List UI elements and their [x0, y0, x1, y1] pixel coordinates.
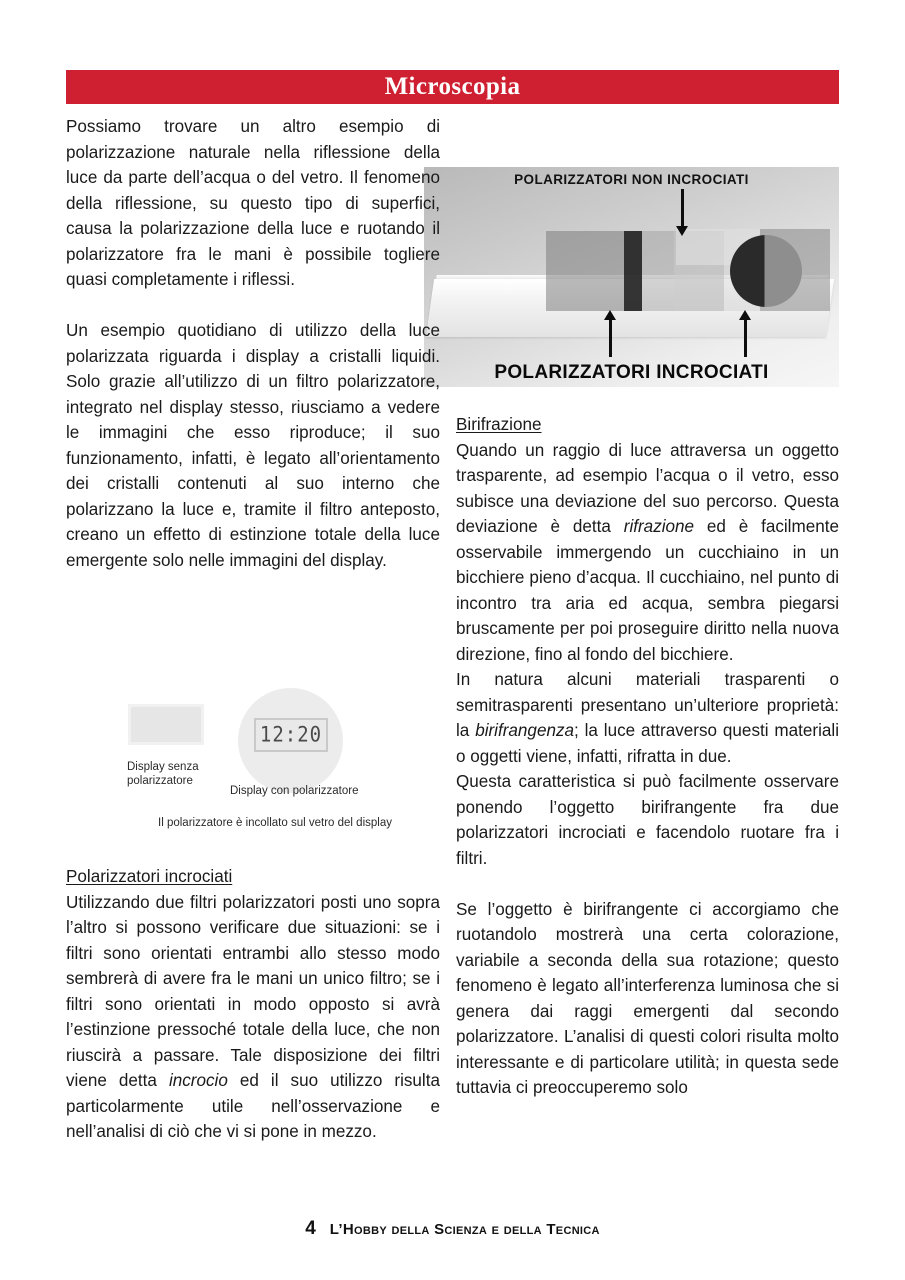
paragraph-crossed-polarizers [66, 890, 440, 1145]
caption-display-without-polarizer: Display senza polarizzatore [127, 761, 199, 787]
display-with-polarizer [238, 688, 343, 793]
publication-name: L’Hobby della Scienza e della Tecnica [329, 1221, 600, 1238]
term-rifrazione: rifrazione [623, 517, 695, 536]
text-part-b: ed è facilmente osservabile immergendo un cucchiaino in un bicchiere pieno d’acqua. Il cucchiaino, nel punto di incontro tra aria ed acqua, sembra piegarsi bruscamente per poi proseguire diritto nella nuova direzione, fino al fondo del bicchiere. [456, 517, 839, 664]
left-column [66, 114, 440, 573]
lcd-digits: 12:20 [259, 722, 323, 748]
page-number: 4 [305, 1218, 316, 1239]
text-part-b: ed il suo utilizzo risulta particolarmente utile nell’osservazione e nell’analisi di ciò che vi si pone in mezzo. [66, 1071, 440, 1141]
term-incrocio: incrocio [168, 1071, 228, 1090]
heading-birifrazione: Birifrazione [456, 415, 542, 434]
right-column [456, 412, 839, 1101]
caption-display-with-polarizer: Display con polarizzatore [230, 785, 359, 797]
left-column-lower [66, 864, 440, 1145]
arrow-up-icon-2 [744, 319, 747, 357]
page-title: Microscopia [384, 73, 521, 100]
heading-polarizzatori-incrociati: Polarizzatori incrociati [66, 867, 233, 886]
polarizer-film-left [546, 231, 624, 311]
arrow-up-icon-1 [609, 319, 612, 357]
polarizer-photo [424, 167, 839, 387]
text-part-b: ; la luce attraverso questi materiali o oggetti viene, infatti, rifratta in due. [456, 721, 839, 766]
paragraph-coloration: Se l’oggetto è birifrangente ci accorgiamo che ruotandolo mostrerà una certa colorazione, variabile a seconda della sua rotazione; questo fenomeno è legato all’interferenza luminosa che si genera dai raggi emergenti dal secondo polarizzatore. L’analisi di questi colori risulta molto interessante e di particolare utilità; in questa sede tuttavia ci preoccuperemo solo [456, 899, 839, 1097]
page-footer [66, 1218, 839, 1240]
paragraph-lcd: Un esempio quotidiano di utilizzo della luce polarizzata riguarda i display a cristalli liquidi. Solo grazie all’utilizzo di un filtro polarizzatore, integrato nel display stesso, riusciamo a vedere le immagini che esso riproduce; il suo funzionamento, infatti, è legato all’orientamento dei cristalli contenuti al suo interno che polarizzano la luce e, tramite il filtro anteposto, creano un effetto di estinzione totale della luce emergente solo nelle immagini del display. [66, 321, 440, 570]
paragraph-birefringence [456, 667, 839, 769]
paragraph-observation: Questa caratteristica si può facilmente osservare ponendo l’oggetto birifrangente fra due polarizzatori incrociati e facendolo ruotare fra i filtri. [456, 772, 839, 868]
text-part-a: Utilizzando due filtri polarizzatori posti uno sopra l’altro si possono verificare due situazioni: se i filtri sono orientati entrambi allo stesso modo sembrerà di avere fra le mani un unico filtro; se i filtri sono orientati in modo opposto si avrà l’estinzione pressoché totale della luce, che non riuscirà a passare. Tale disposizione dei filtri viene detta [66, 892, 440, 1090]
birefringent-disc [730, 235, 802, 307]
term-birifrangenza: birifrangenza [475, 721, 575, 740]
caption-figure-note: Il polarizzatore è incollato sul vetro del display [158, 817, 392, 829]
photo-label-bottom: POLARIZZATORI INCROCIATI [494, 362, 769, 383]
lcd-display-figure [110, 688, 440, 836]
arrow-down-icon [681, 189, 684, 227]
paragraph-intro: Possiamo trovare un altro esempio di polarizzazione naturale nella riflessione della luce da parte dell’acqua o del vetro. Il fenomeno della riflessione, su questo tipo di superfici, causa la polarizzazione della luce e ruotando il polarizzatore fra le mani è possibile togliere quasi completamente i riflessi. [66, 117, 440, 289]
display-without-polarizer [128, 704, 204, 745]
text-part-a: Quando un raggio di luce attraversa un oggetto trasparente, ad esempio l’acqua o il vetro, esso subisce una deviazione del suo percorso. Questa deviazione è detta [456, 440, 839, 536]
lcd-screen [254, 718, 328, 752]
crossed-polarizer-band [624, 231, 642, 311]
photo-label-top: POLARIZZATORI NON INCROCIATI [514, 172, 749, 187]
section-banner [66, 70, 839, 104]
paragraph-refraction [456, 438, 839, 668]
text-part-a: In natura alcuni materiali trasparenti o semitrasparenti presentano un’ulteriore proprietà: la [456, 670, 839, 740]
